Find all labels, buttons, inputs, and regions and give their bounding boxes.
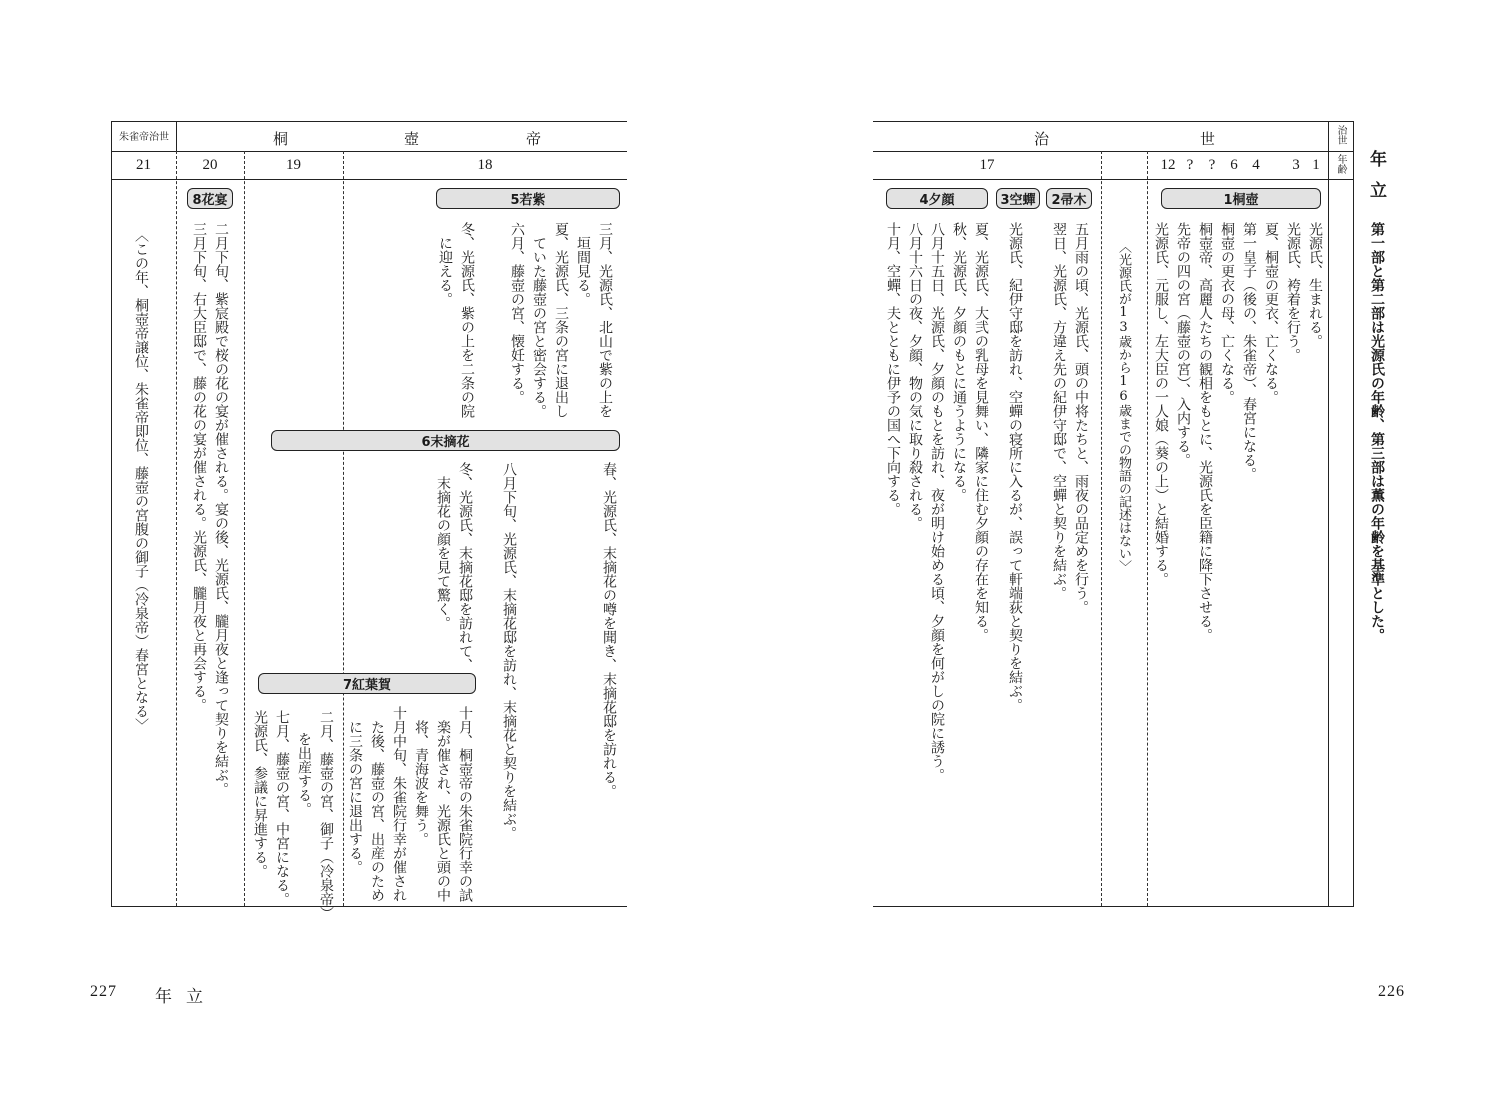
- event-waka-5: 六月、藤壺の宮、懐妊する。: [509, 222, 525, 404]
- age-21: 21: [136, 157, 151, 173]
- gap-note: 〈光源氏が13歳から16歳までの物語の記述はない〉: [1116, 240, 1131, 573]
- chapter-1-kiritsubo: 1桐壺: [1161, 188, 1321, 209]
- event-waka-7: に迎える。: [437, 236, 453, 306]
- event-momiji-sangi: 光源氏、参議に昇進する。: [252, 710, 268, 878]
- event-momiji-5: た後、藤壺の宮、出産のため: [369, 720, 385, 902]
- event-yugao-1: 夏、光源氏、大弐の乳母を見舞い、隣家に住む夕顔の存在を知る。: [973, 222, 989, 642]
- chapter-3-utsusemi: 3空蟬: [996, 188, 1040, 209]
- age-12: 12: [1160, 157, 1176, 173]
- event-haha-2: 翌日、光源氏、方違え先の紀伊守邸で、空蟬と契りを結ぶ。: [1051, 222, 1067, 600]
- event-kiri-6: 桐壺帝、高麗人たちの観相をもとに、光源氏を臣籍に降下させる。: [1197, 222, 1213, 642]
- event-yugao-4: 八月十六日の夜、夕顔、物の気に取り殺される。: [907, 222, 923, 530]
- event-utsu-1: 光源氏、紀伊守邸を訪れ、空蟬の寝所に入るが、誤って軒端荻と契りを結ぶ。: [1007, 222, 1023, 712]
- event-waka-3: 夏、光源氏、三条の宮に退出し: [553, 222, 569, 418]
- side-title: 年立: [1366, 150, 1386, 212]
- event-momiji-3: 将、青海波を舞う。: [413, 720, 429, 846]
- age-3: 3: [1292, 157, 1300, 173]
- event-kiri-1: 光源氏、生まれる。: [1307, 222, 1323, 348]
- event-kiri-5: 桐壺の更衣の母、亡くなる。: [1219, 222, 1235, 404]
- reign-column-label: 治世: [1335, 125, 1346, 145]
- running-head: 年立: [155, 987, 217, 1007]
- event-yugao-3: 八月十五日、光源氏、夕顔のもとを訪れ、夜が明け始める頃、夕顔を何がしの院に誘う。: [929, 222, 945, 782]
- event-momiji-birth-1: 二月、藤壺の宮、御子（冷泉帝）: [318, 710, 334, 920]
- age-18: 18: [477, 157, 493, 173]
- event-momiji-2: 楽が催され、光源氏と頭の中: [435, 720, 451, 902]
- event-momiji-4: 十月中旬、朱雀院行幸が催され: [391, 706, 407, 902]
- side-note: 第一部と第二部は光源氏の年齢、第三部は薫の年齢を基準とした。: [1369, 222, 1385, 642]
- event-sue-1: 春、光源氏、末摘花の噂を聞き、末摘花邸を訪れる。: [601, 462, 617, 798]
- age-17: 17: [979, 157, 995, 173]
- page-number: 226: [1378, 983, 1405, 1000]
- event-waka-2: 垣間見る。: [575, 236, 591, 306]
- age-unknown: ?: [1186, 157, 1194, 173]
- age-4: 4: [1252, 157, 1260, 173]
- event-hanaen-2: 三月下旬、右大臣邸で、藤の花の宴が催される。光源氏、朧月夜と再会する。: [191, 222, 207, 712]
- reign-label: 朱雀帝治世: [119, 132, 169, 143]
- event-sue-3: 冬、光源氏、末摘花邸を訪れて、: [457, 462, 473, 672]
- event-momiji-chugu: 七月、藤壺の宮、中宮になる。: [274, 710, 290, 906]
- age-20: 20: [202, 157, 218, 173]
- reign-char: 治: [1034, 130, 1050, 148]
- chapter-7-momijinoga: 7紅葉賀: [258, 673, 476, 694]
- event-momiji-birth-2: を出産する。: [296, 732, 312, 816]
- age-unknown: ?: [1208, 157, 1216, 173]
- event-hanaen-1: 二月下旬、紫宸殿で桜の花の宴が催される。宴の後、光源氏、朧月夜と逢って契りを結ぶ。: [213, 222, 229, 796]
- event-yugao-2: 秋、光源氏、夕顔のもとに通うようになる。: [951, 222, 967, 502]
- event-kiri-2: 光源氏、袴着を行う。: [1285, 222, 1301, 362]
- event-accession: 〈この年、桐壺帝譲位、朱雀帝即位、藤壺の宮腹の御子（冷泉帝）春宮となる〉: [133, 228, 149, 732]
- event-momiji-6: に三条の宮に退出する。: [347, 720, 363, 874]
- chapter-5-wakamurasaki: 5若紫: [436, 188, 620, 209]
- event-kiri-8: 光源氏、元服し、左大臣の一人娘（葵の上）と結婚する。: [1153, 222, 1169, 586]
- chapter-6-suetsumuhana: 6末摘花: [271, 430, 620, 451]
- event-waka-6: 冬、光源氏、紫の上を二条の院: [459, 222, 475, 418]
- page-number: 227: [90, 983, 117, 1000]
- event-kiri-7: 先帝の四の宮（藤壺の宮）、入内する。: [1175, 222, 1191, 467]
- age-19: 19: [286, 157, 301, 173]
- event-haha-1: 五月雨の頃、光源氏、頭の中将たちと、雨夜の品定めを行う。: [1073, 222, 1089, 614]
- event-yugao-5: 十月、空蟬、夫とともに伊予の国へ下向する。: [885, 222, 901, 516]
- age-column-label: 年齢: [1335, 154, 1346, 174]
- emperor-name-char: 壺: [404, 130, 420, 148]
- age-1: 1: [1312, 157, 1320, 173]
- chapter-2-hahakigi: 2帚木: [1046, 188, 1092, 209]
- chapter-8-hanaen: 8花宴: [187, 188, 233, 209]
- event-sue-2: 八月下旬、光源氏、末摘花邸を訪れ、末摘花と契りを結ぶ。: [501, 462, 517, 840]
- age-6: 6: [1230, 157, 1238, 173]
- event-sue-4: 末摘花の顔を見て驚く。: [435, 476, 451, 630]
- emperor-name-char: 帝: [526, 130, 542, 148]
- reign-char: 世: [1200, 130, 1216, 148]
- event-kiri-3: 夏、桐壺の更衣、亡くなる。: [1263, 222, 1279, 404]
- event-momiji-1: 十月、桐壺帝の朱雀院行幸の試: [457, 706, 473, 902]
- chapter-4-yugao: 4夕顔: [886, 188, 988, 209]
- emperor-name-char: 桐: [273, 130, 289, 148]
- event-kiri-4: 第一皇子（後の、朱雀帝）、春宮になる。: [1241, 222, 1257, 481]
- event-waka-1: 三月、光源氏、北山で紫の上を: [597, 222, 613, 418]
- event-waka-4: ていた藤壺の宮と密会する。: [531, 236, 547, 418]
